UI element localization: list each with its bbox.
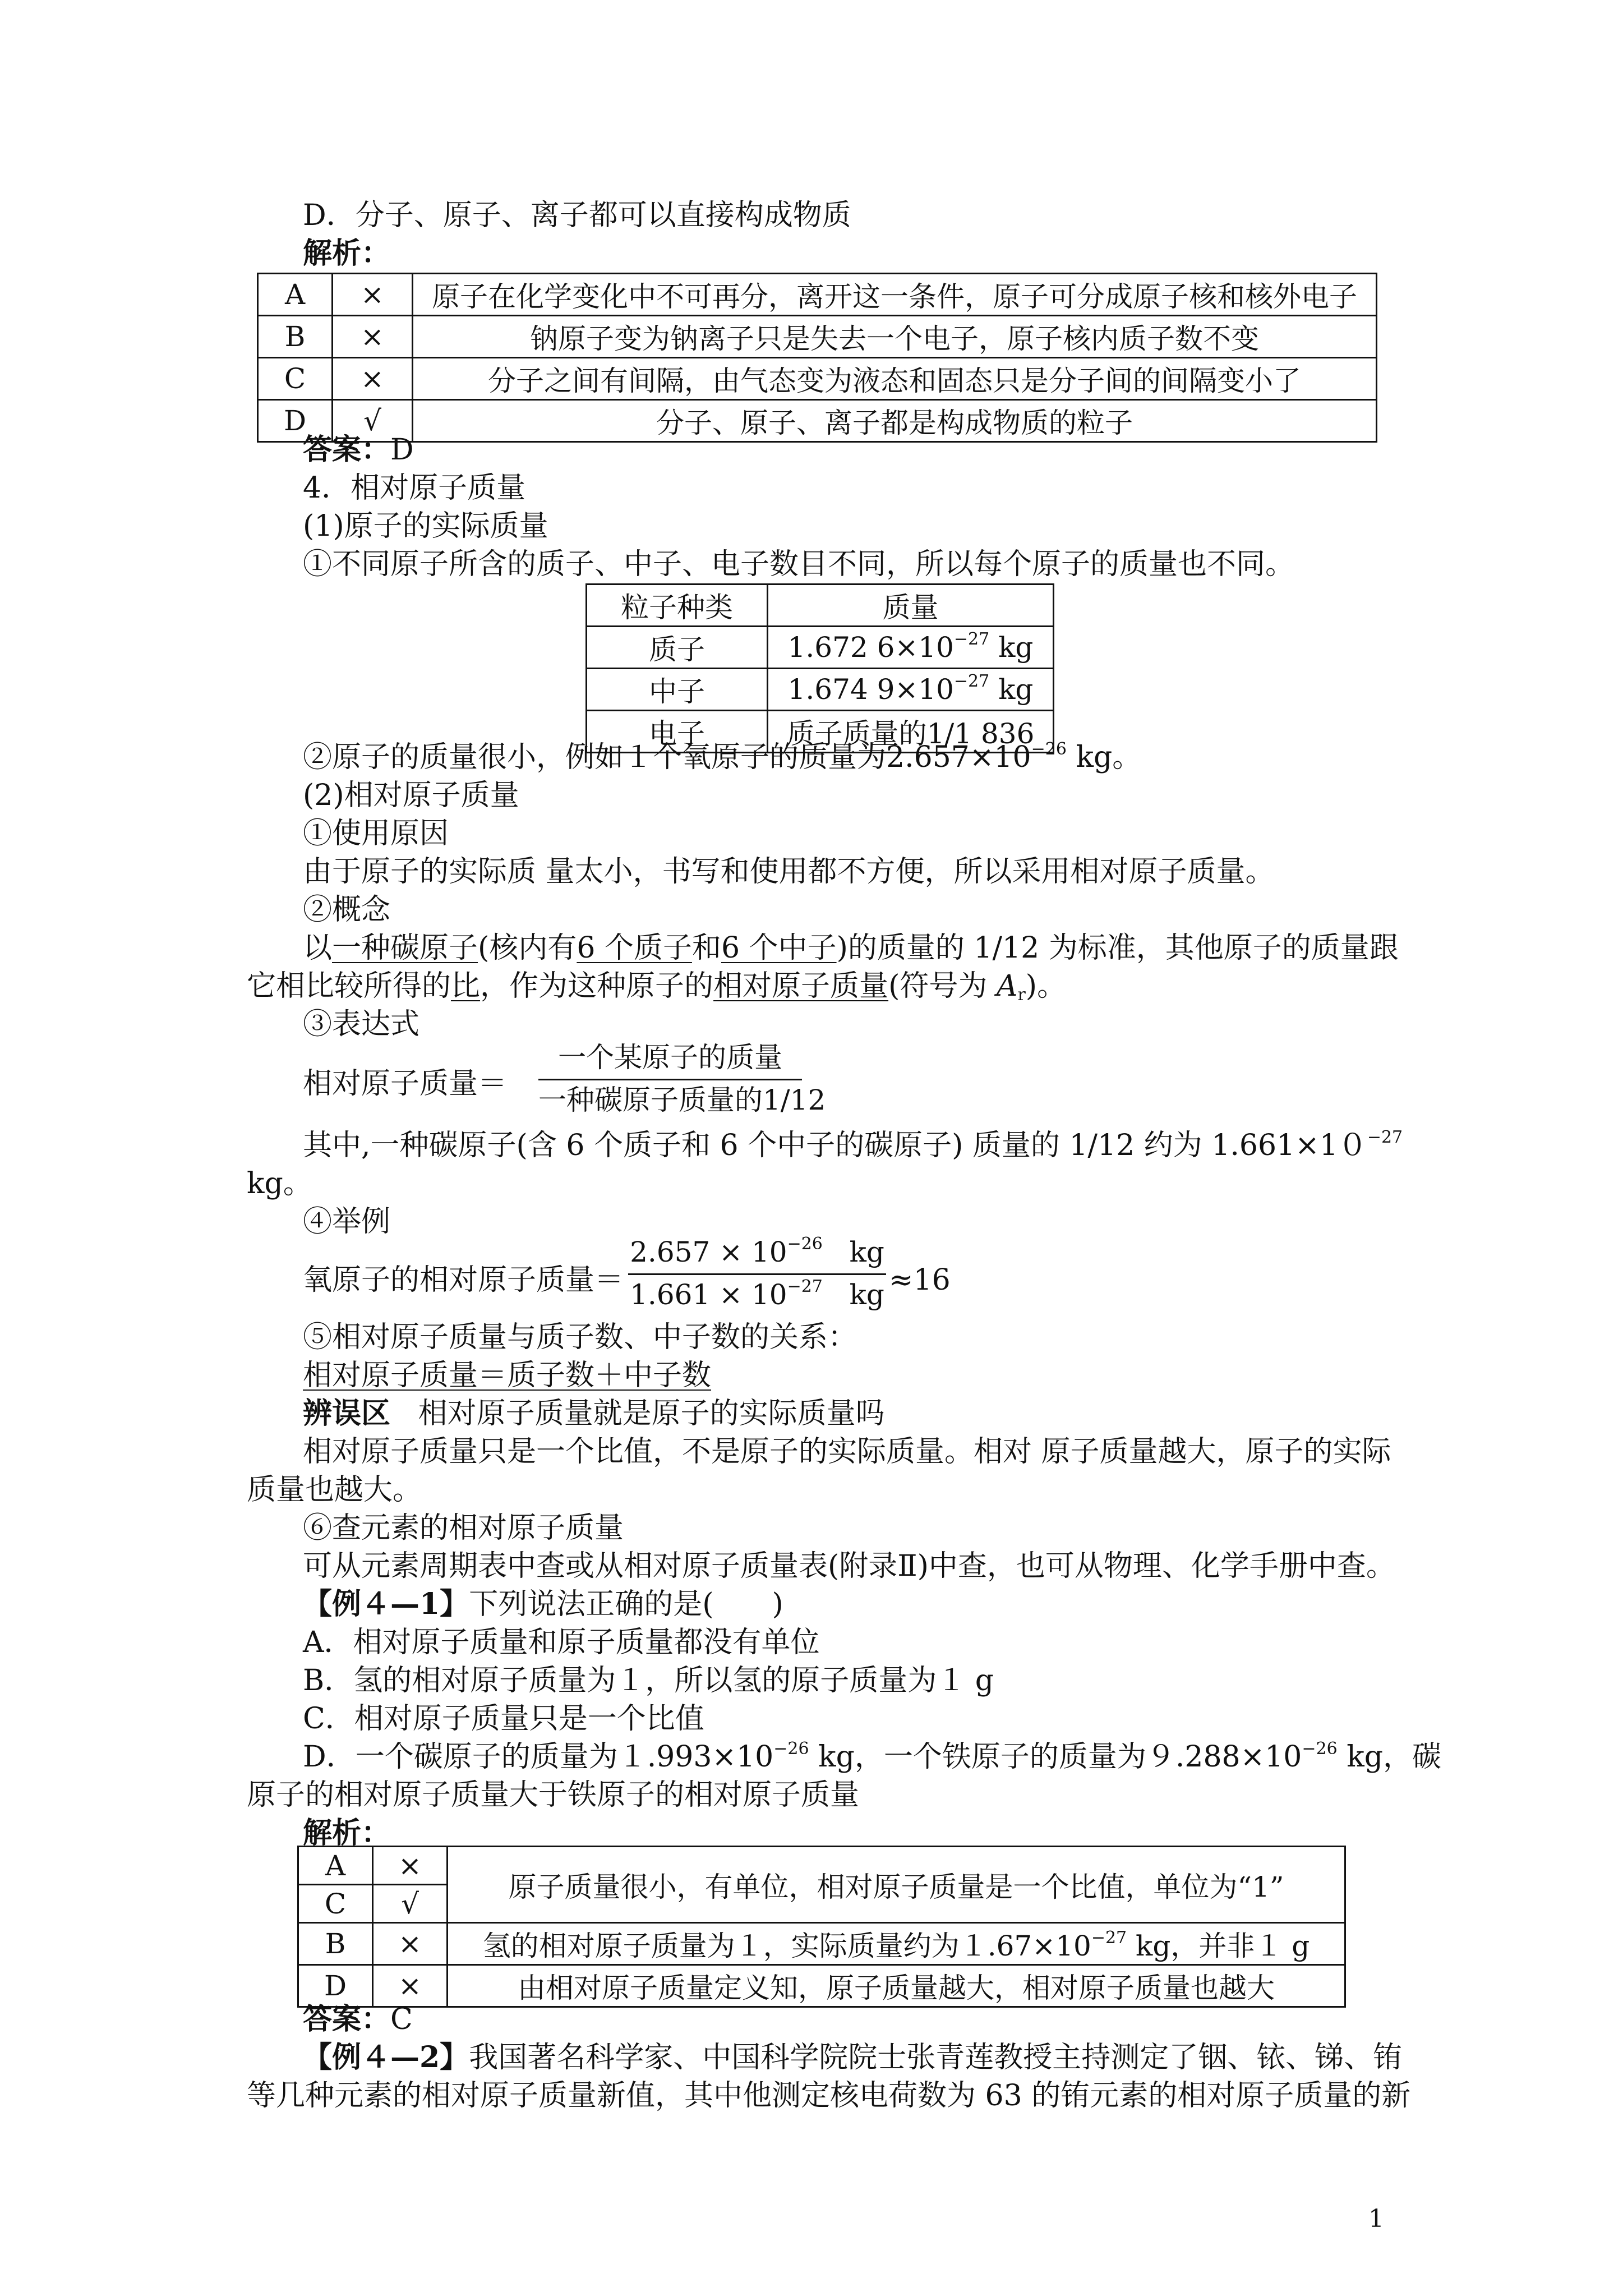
mass-value: 1.674 9×10 [787,673,954,706]
paragraph: ①不同原子所含的质子、中子、电子数目不同，所以每个原子的质量也不同。 [303,547,1295,581]
option-d-text: D．分子、原子、离子都可以直接构成物质 [303,199,851,232]
exponent: −27 [1367,1128,1403,1147]
table-row [258,400,1377,442]
fraction-denominator [628,1278,886,1312]
concept-line-1 [303,930,1399,966]
mark-cell: √ [373,1885,448,1923]
mark-cell: × [373,1847,448,1885]
text: (符号为 [888,969,997,1003]
concept-line-2 [247,968,1066,1004]
text: ②原子的质量很小，例如１个氧原子的质量为2.657×10 [303,740,1031,774]
answer-value: C [390,2003,413,2036]
example-label: 【例４—2】 [303,2040,469,2074]
underlined-term: 比 [451,969,481,1003]
question-text: 下列说法正确的是( ) [469,1588,783,1621]
reason-cell: 分子之间有间隔，由气态变为液态和固态只是分子间的间隔变小了 [413,358,1377,400]
exponent: −26 [787,1234,823,1254]
exponent: −26 [773,1739,809,1759]
mass-unit: kg [989,673,1034,706]
text: D．一个碳原子的质量为１.993×10 [303,1740,774,1774]
paragraph-continuation: 质量也越大。 [247,1473,422,1507]
example-4-2-line-1 [303,2040,1402,2076]
answer-1 [303,432,414,468]
answer-2 [303,2001,413,2037]
option-d [303,1739,1441,1775]
particle-mass: 质子质量的1/1 836 [768,711,1054,753]
table-row [258,358,1377,400]
text: (核内有 [478,931,577,965]
text: 其中,一种碳原子(含 6 个质子和 6 个中子的碳原子) 质量的 1/12 约为 1.661×1０ [303,1129,1367,1162]
exponent: −26 [1302,1739,1338,1759]
particle-name: 中子 [587,669,768,711]
mark-cell: × [373,1965,448,2007]
analysis-label: 解析： [303,236,391,270]
paragraph: 由于原子的实际质 量太小，书写和使用都不方便，所以采用相对原子质量。 [303,855,1275,889]
text: 以 [303,931,333,965]
text: )。 [1025,969,1067,1003]
table-row [587,627,1054,669]
paragraph: 相对原子质量只是一个比值，不是原子的实际质量。相对 原子质量越大，原子的实际 [303,1435,1391,1469]
particle-name: 质子 [587,627,768,669]
table-row [298,1965,1345,2007]
option-cell: B [258,316,333,358]
item-title: ④举例 [303,1205,391,1239]
section-title: 4．相对原子质量 [303,471,526,505]
page-number: 1 [1368,2205,1384,2233]
text: kg，一个铁原子的质量为９.288×10 [809,1740,1302,1774]
table-row [258,316,1377,358]
underlined-term: 相对原子质量 [713,969,889,1003]
particle-name: 电子 [587,711,768,753]
example-4-1-question [303,1586,783,1622]
reason-cell [448,1923,1345,1965]
relation-formula: 相对原子质量＝质子数＋中子数 [303,1359,712,1392]
table-row [298,1923,1345,1965]
subsection-title: (2)相对原子质量 [303,779,519,812]
reason-cell: 钠原子变为钠离子只是失去一个电子，原子核内质子数不变 [413,316,1377,358]
analysis-table-2 [297,1846,1346,2008]
item-title: ⑥查元素的相对原子质量 [303,1511,624,1545]
answer-value: D [390,433,414,467]
option-cell: B [298,1923,373,1965]
fraction-numerator: 一个某原子的质量 [558,1041,782,1074]
analysis-label: 解析： [303,1816,391,1850]
option-cell: A [298,1847,373,1885]
mistake-heading [303,1396,885,1432]
symbol: A [996,969,1018,1003]
column-header: 质量 [768,585,1054,627]
paragraph-continuation: kg。 [247,1167,312,1200]
formula-label: 氧原子的相对原子质量＝ [303,1263,624,1297]
unit: kg [849,1278,884,1311]
mass-exponent: −27 [953,629,990,649]
paragraph [303,739,1141,775]
text: )的质量的 1/12 为标准，其他原子的质量跟 [836,931,1399,965]
underlined-term: 一种碳原子 [332,931,478,965]
subsection-title: (1)原子的实际质量 [303,509,548,543]
underlined-term: 6 个质子 [577,931,692,965]
reason-cell: 分子、原子、离子都是构成物质的粒子 [413,400,1377,442]
text: 和 [691,931,721,965]
fraction-bar [628,1273,886,1275]
text: kg，碳 [1337,1740,1442,1774]
particle-mass-table [585,583,1054,753]
option-d-continuation: 原子的相对原子质量大于铁原子的相对原子质量 [247,1778,860,1812]
option-cell: C [258,358,333,400]
fraction-numerator [628,1235,886,1269]
mistake-label: 辨误区 [303,1396,391,1430]
exponent: −27 [1091,1928,1127,1948]
mark-cell: × [333,274,413,316]
option-cell: D [258,400,333,442]
text: 2.657 × 10 [630,1236,787,1268]
option-cell: A [258,274,333,316]
exponent: −26 [1031,739,1067,759]
underlined-term: 6 个中子 [721,931,837,965]
answer-label: 答案： [303,432,391,467]
mark-cell: × [333,358,413,400]
mass-exponent: −27 [953,671,990,691]
fraction-bar [538,1079,802,1080]
mark-cell: × [333,316,413,358]
text: kg。 [1066,740,1142,774]
table-row [587,669,1054,711]
item-title: ①使用原因 [303,817,449,850]
table-row [258,274,1377,316]
mass-value: 1.672 6×10 [787,631,954,664]
option-cell: C [298,1885,373,1923]
paragraph [303,1128,1403,1163]
column-header: 粒子种类 [587,585,768,627]
table-row [298,1847,1345,1885]
exponent: −27 [787,1277,823,1296]
unit: kg [849,1236,884,1268]
option-c: C．相对原子质量只是一个比值 [303,1702,704,1736]
example-label: 【例４—1】 [303,1587,469,1621]
item-title: ③表达式 [303,1007,420,1041]
analysis-table-1 [257,273,1377,443]
particle-mass [768,627,1054,669]
item-title: ②概念 [303,893,391,927]
definition-fraction [538,1041,826,1119]
reason-cell-merged: 原子质量很小，有单位，相对原子质量是一个比值，单位为“1” [448,1847,1345,1923]
formula-label: 相对原子质量＝ [303,1067,508,1101]
mistake-title: 相对原子质量就是原子的实际质量吗 [418,1397,885,1430]
mass-unit: kg [989,631,1034,664]
text: 它相比较所得的 [247,969,451,1003]
example-4-2-line-2: 等几种元素的相对原子质量新值，其中他测定核电荷数为 63 的铕元素的相对原子质量的新 [247,2079,1411,2113]
option-b: B．氢的相对原子质量为１，所以氢的原子质量为１ g [303,1664,994,1697]
option-a: A．相对原子质量和原子质量都没有单位 [303,1626,820,1659]
table-header-row [587,585,1054,627]
mark-cell: √ [333,400,413,442]
fraction-denominator: 一种碳原子质量的1/12 [538,1084,826,1116]
particle-mass [768,669,1054,711]
text: ，作为这种原子的 [480,969,714,1003]
answer-label: 答案： [303,2002,391,2036]
formula-result: ≈16 [889,1263,951,1297]
paragraph: 可从元素周期表中查或从相对原子质量表(附录Ⅱ)中查，也可从物理、化学手册中查。 [303,1549,1395,1583]
symbol-subscript: r [1017,985,1026,1005]
text: 氢的相对原子质量为１，实际质量约为１.67×10 [482,1930,1091,1962]
option-cell: D [298,1965,373,2007]
text: kg，并非１ g [1127,1930,1310,1962]
reason-cell: 由相对原子质量定义知，原子质量越大，相对原子质量也越大 [448,1965,1345,2007]
reason-cell: 原子在化学变化中不可再分，离开这一条件，原子可分成原子核和核外电子 [413,274,1377,316]
mark-cell: × [373,1923,448,1965]
item-title: ⑤相对原子质量与质子数、中子数的关系： [303,1320,857,1354]
text: 1.661 × 10 [630,1278,787,1311]
example-fraction [628,1235,886,1314]
text: 我国著名科学家、中国科学院院士张青莲教授主持测定了铟、铱、锑、铕 [469,2041,1403,2074]
